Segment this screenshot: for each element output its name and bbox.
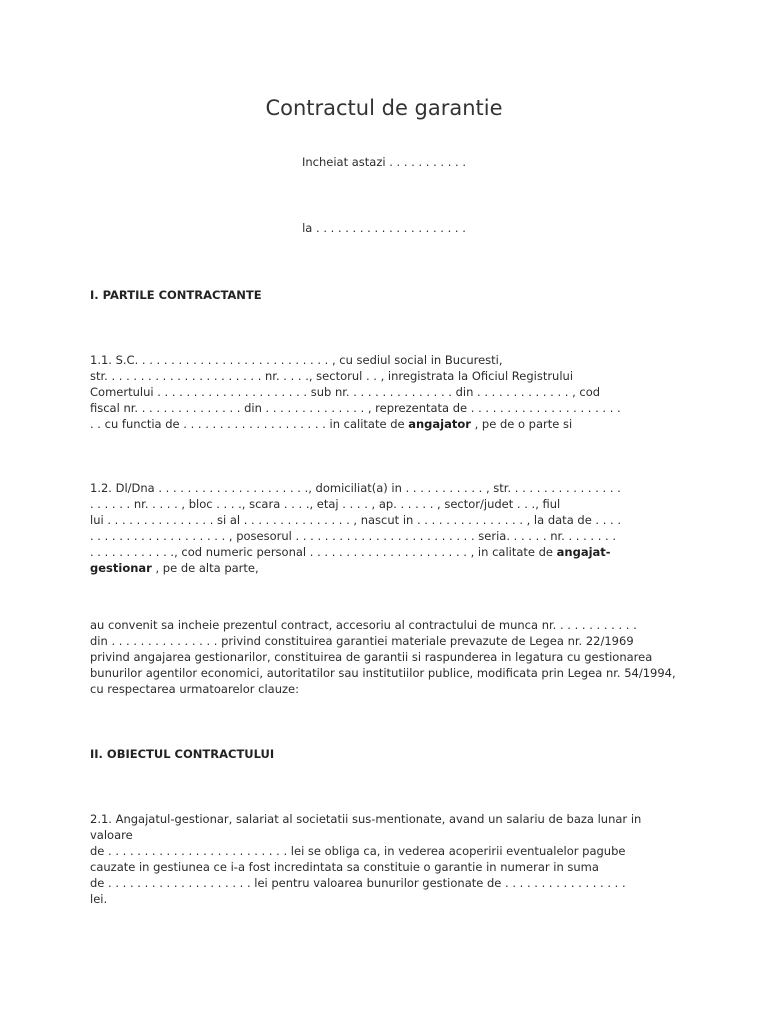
clause-2-1: 2.1. Angajatul-gestionar, salariat al societatii sus-mentionate, avand un salariu de baza lunar in valoare de . . . . . . . . . . . . . . . . . . . . . . . . . lei se obliga ca, in vederea acoperirii eventualelor pagube cauzate in gestiunea ce i-a fost incredintata sa constituie o garantie in numerar in suma de . . . . . . . . . . . . . . . . . . . . lei pentru valoarea bunurilor gestionate de . . . . . . . . . . . . . . . . . lei. bbox=[90, 812, 642, 906]
clause-1-2-text: 1.2. Dl/Dna . . . . . . . . . . . . . . . . . . . . ., domiciliat(a) in . . . . . . . . . . . , str. . . . . . . . . . . . . . . . . . . . . . nr. . . . . , bloc . . . ., scara . . . ., etaj . . . . , ap. . . . . . , sector/judet . . ., fiul lui . . . . . . . . . . . . . . . si al . . . . . . . . . . . . . . . , nascut in . . . . . . . . . . . . . . . , la data de . . . . . . . . . . . . . . . . . . . . . . . , posesorul . . . . . . . . . . . . . . . . . . . . . . . . . seria. . . . . . nr. . . . . . . . . . . . . . . . . . . ., cod numeric personal . . . . . . . . . . . . . . . . . . . . . . , in calitate de bbox=[90, 481, 622, 559]
section-heading-object: II. OBIECTUL CONTRACTULUI bbox=[90, 747, 275, 761]
clause-1-1 bbox=[90, 352, 680, 432]
clause-1-1-tail: , pe de o parte si bbox=[470, 417, 573, 431]
clause-1-2-role: angajat- gestionar bbox=[90, 545, 611, 575]
concluded-place-line: la . . . . . . . . . . . . . . . . . . . . . bbox=[302, 221, 466, 235]
agreement-paragraph: au convenit sa incheie prezentul contract, accesoriu al contractului de munca nr. . . . . . . . . . . . din . . . . . . . . . . . . . . . privind constituirea garantiei materiale prevazute de Legea nr. 22/1969 privind angajarea gestionarilor, constituirea de garantii si raspunderea in legatura cu gestionarea bunurilor agentilor economici, autoritatilor sau institutiilor publice, modificata prin Legea nr. 54/1994, cu respectarea urmatoarelor clauze: bbox=[90, 618, 676, 696]
document-title: Contractul de garantie bbox=[265, 96, 503, 120]
clause-1-1-role: angajator bbox=[408, 417, 471, 431]
clause-1-2-tail: , pe de alta parte, bbox=[151, 561, 259, 575]
section-heading-parties: I. PARTILE CONTRACTANTE bbox=[90, 288, 262, 302]
clause-1-1-text: 1.1. S.C. . . . . . . . . . . . . . . . . . . . . . . . . . . , cu sediul social in Bucuresti, str. . . . . . . . . . . . . . . . . . . . . . nr. . . . ., sectorul . . , inregistrata la Oficiul Registrului Comertului . . . . . . . . . . . . . . . . . . . . . sub nr. . . . . . . . . . . . . . . din . . . . . . . . . . . . . , cod fiscal nr. . . . . . . . . . . . . . . din . . . . . . . . . . . . . . , reprezentata de . . . . . . . . . . . . . . . . . . . . . . . cu functia de . . . . . . . . . . . . . . . . . . . . in calitate de bbox=[90, 353, 621, 431]
concluded-date-line: Incheiat astazi . . . . . . . . . . . bbox=[301, 155, 467, 169]
clause-1-2 bbox=[90, 480, 680, 576]
